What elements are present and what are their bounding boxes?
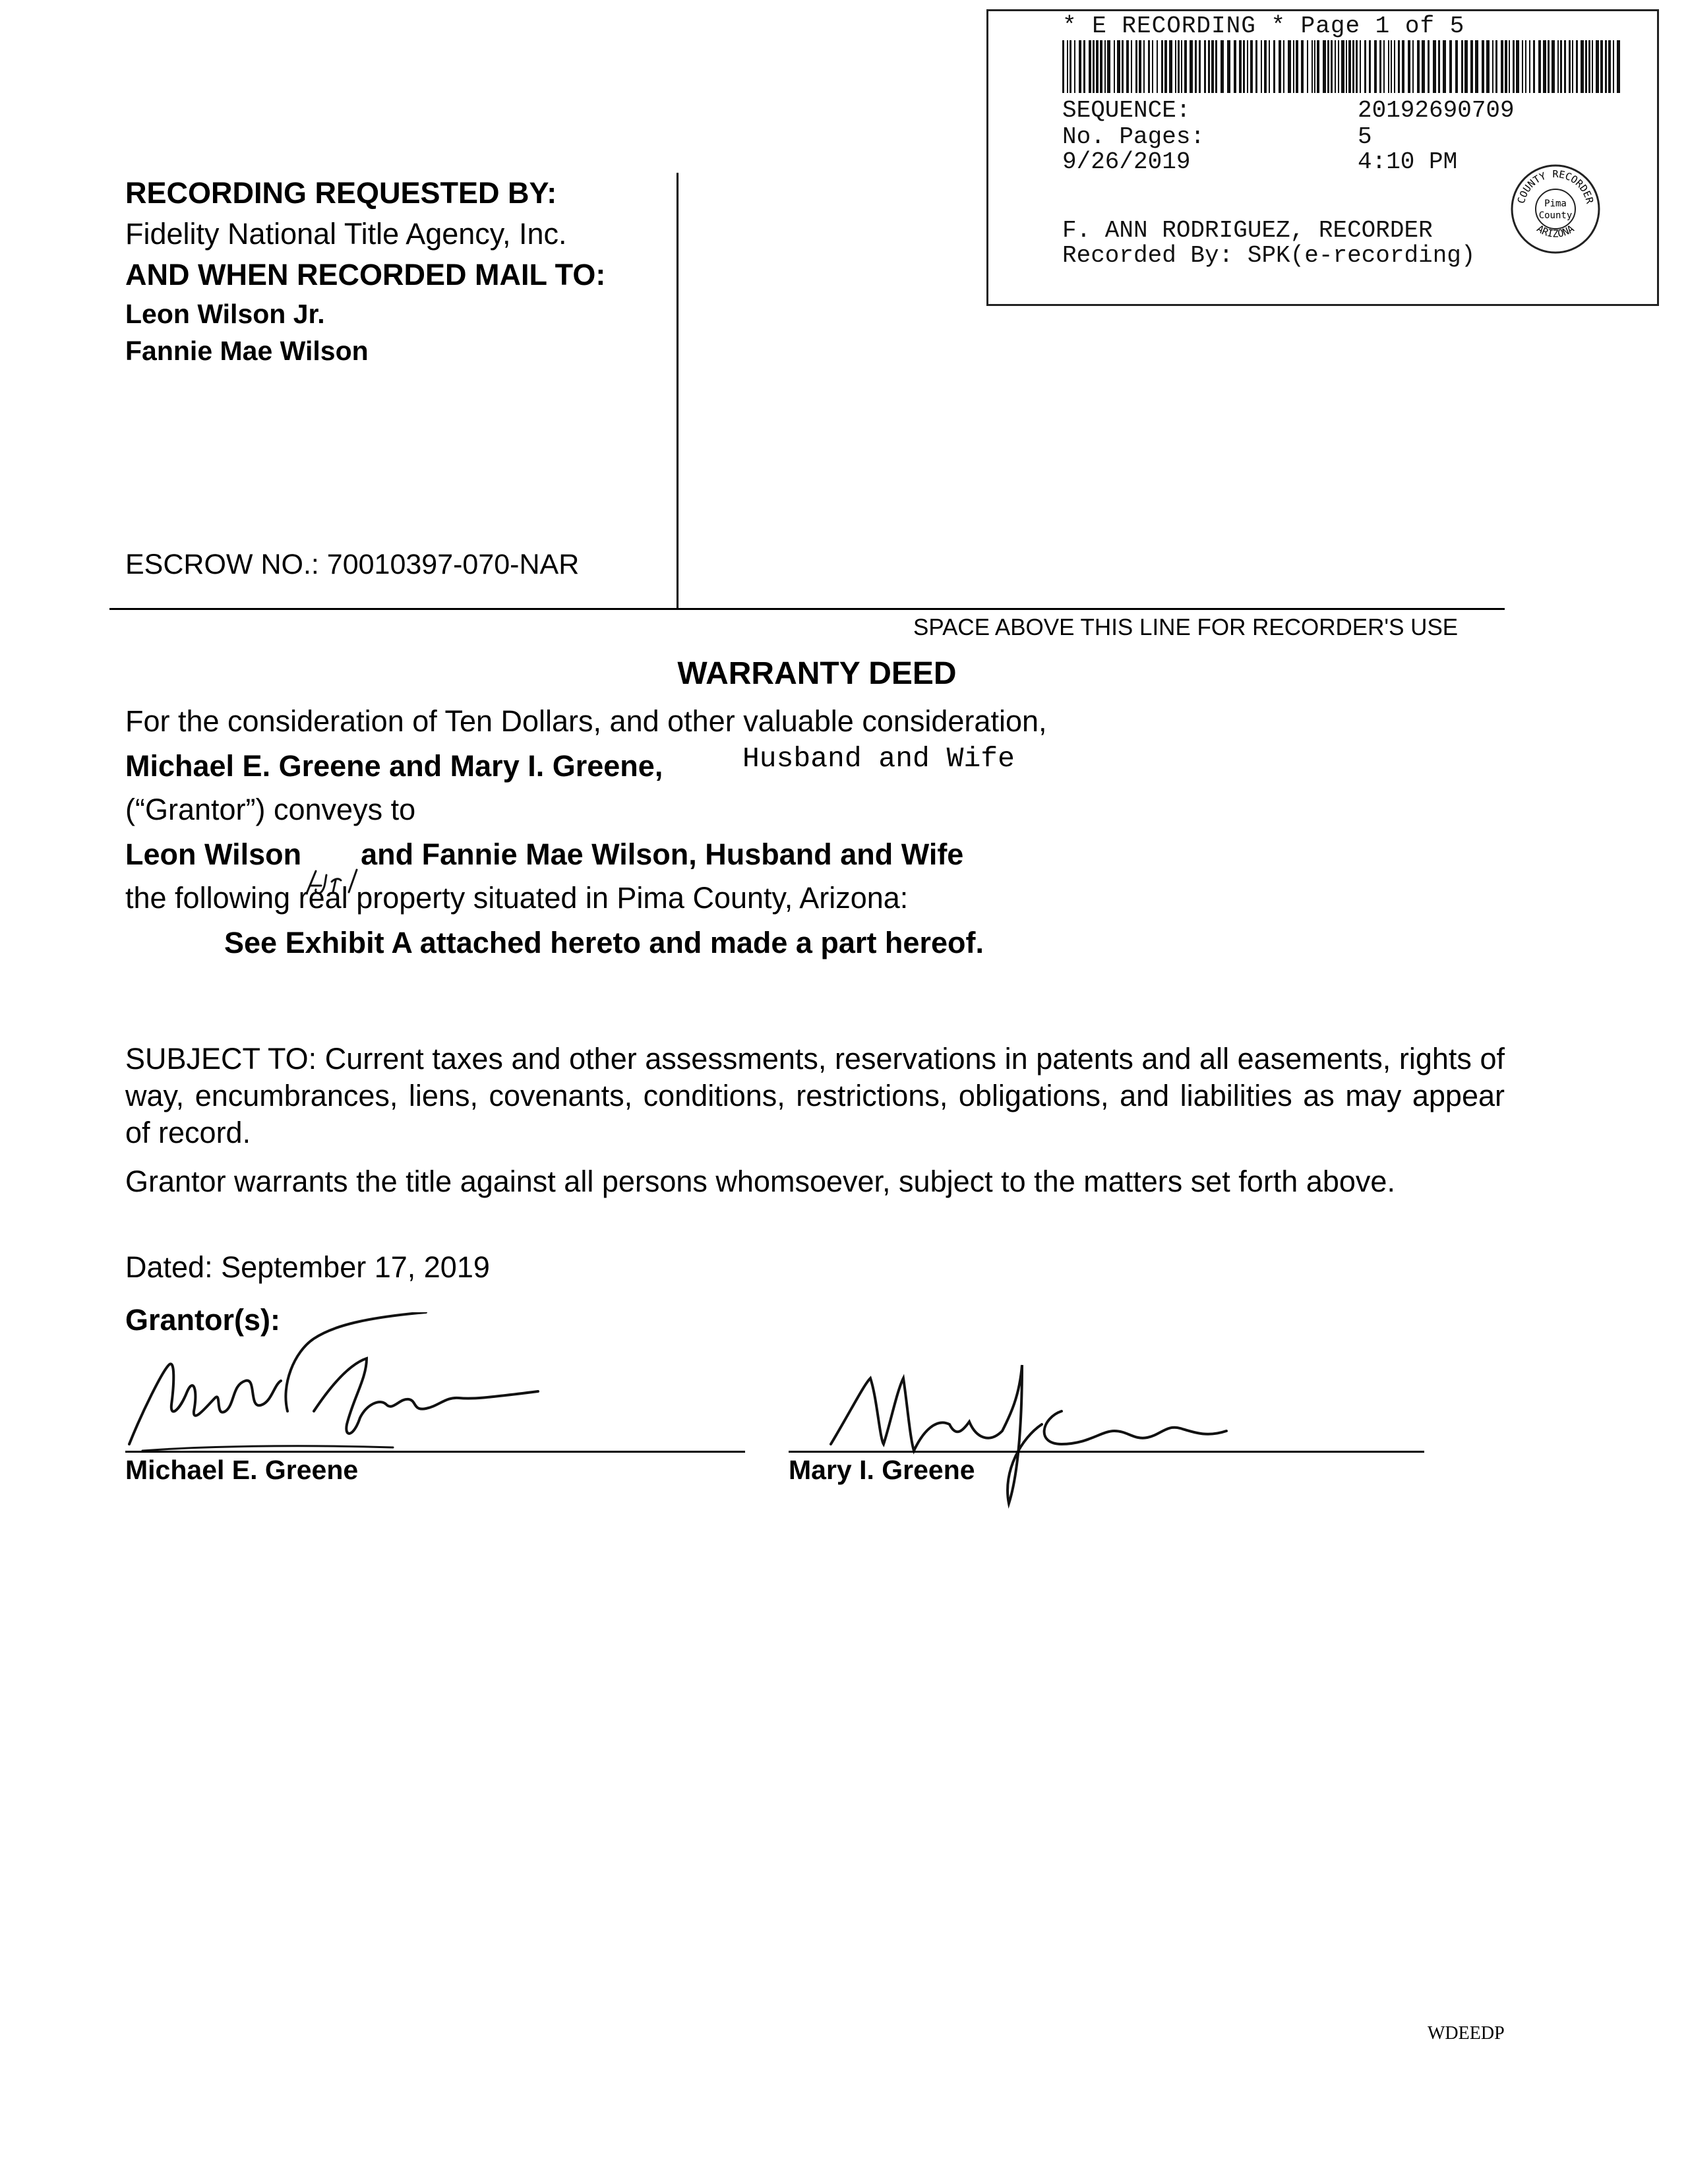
warranty-paragraph: Grantor warrants the title against all persons whomsoever, subject to the matters set forth above. bbox=[125, 1165, 1395, 1198]
requested-by-value: Fidelity National Title Agency, Inc. bbox=[125, 217, 567, 251]
pages-label: No. Pages: bbox=[1062, 123, 1205, 150]
signature-name-1: Michael E. Greene bbox=[125, 1455, 359, 1485]
signature-mary-greene bbox=[824, 1358, 1233, 1510]
county-seal-icon bbox=[1509, 163, 1602, 255]
exhibit-line: See Exhibit A attached hereto and made a part hereof. bbox=[224, 926, 984, 959]
recorder-space-line bbox=[109, 608, 1505, 610]
record-date: 9/26/2019 bbox=[1062, 148, 1191, 175]
subject-to-paragraph: SUBJECT TO: Current taxes and other assessments, reservations in patents and all easements, rights of way, encumbrances, liens, covenants, conditions, restrictions, obligations, and liabilities as may appear of record. bbox=[125, 1042, 1505, 1149]
grantors-line: Michael E. Greene and Mary I. Greene, bbox=[125, 749, 663, 783]
form-code: WDEEDP bbox=[1428, 2023, 1505, 2044]
grantors-label: Grantor(s): bbox=[125, 1303, 280, 1337]
conveys-line: (“Grantor”) conveys to bbox=[125, 793, 416, 826]
grantee-part-1: Leon Wilson bbox=[125, 837, 302, 871]
sequence-label: SEQUENCE: bbox=[1062, 97, 1191, 124]
grantors-typed-addition: Husband and Wife bbox=[742, 743, 1015, 775]
consideration-line: For the consideration of Ten Dollars, and other valuable consideration, bbox=[125, 704, 1047, 738]
barcode-image bbox=[1062, 40, 1621, 93]
signature-line-1 bbox=[125, 1451, 745, 1453]
grantee-line bbox=[125, 837, 963, 872]
recording-request-block bbox=[125, 173, 666, 369]
record-time: 4:10 PM bbox=[1358, 148, 1458, 175]
seal-center-2: County bbox=[1538, 210, 1573, 221]
document-title: WARRANTY DEED bbox=[677, 656, 957, 691]
signature-michael-greene bbox=[116, 1312, 578, 1464]
dated-line: Dated: September 17, 2019 bbox=[125, 1250, 490, 1284]
sequence-value: 20192690709 bbox=[1358, 97, 1515, 124]
recorded-by: Recorded By: SPK(e-recording) bbox=[1062, 242, 1476, 269]
seal-bottom: ARIZONA bbox=[1534, 222, 1577, 240]
signature-line-2 bbox=[789, 1451, 1424, 1453]
mail-to-line-1: Leon Wilson Jr. bbox=[125, 299, 325, 329]
recorder-name: F. ANN RODRIGUEZ, RECORDER bbox=[1062, 217, 1433, 244]
grantee-part-2: and Fannie Mae Wilson, Husband and Wife bbox=[361, 837, 964, 871]
stamp-header: * E RECORDING * Page 1 of 5 bbox=[1062, 13, 1465, 40]
property-line: the following real property situated in Pima County, Arizona: bbox=[125, 881, 909, 915]
seal-top: COUNTY RECORDER bbox=[1515, 168, 1596, 205]
pages-value: 5 bbox=[1358, 123, 1372, 150]
mail-to-label: AND WHEN RECORDED MAIL TO: bbox=[125, 258, 606, 291]
recorder-space-note: SPACE ABOVE THIS LINE FOR RECORDER'S USE bbox=[913, 615, 1459, 640]
recorder-stamp bbox=[986, 9, 1659, 306]
escrow-number: ESCROW NO.: 70010397-070-NAR bbox=[125, 549, 580, 580]
signature-name-2: Mary I. Greene bbox=[789, 1455, 975, 1485]
seal-center-1: Pima bbox=[1544, 198, 1567, 209]
header-divider-vertical bbox=[677, 173, 678, 608]
mail-to-line-2: Fannie Mae Wilson bbox=[125, 336, 369, 366]
requested-by-label: RECORDING REQUESTED BY: bbox=[125, 176, 557, 210]
